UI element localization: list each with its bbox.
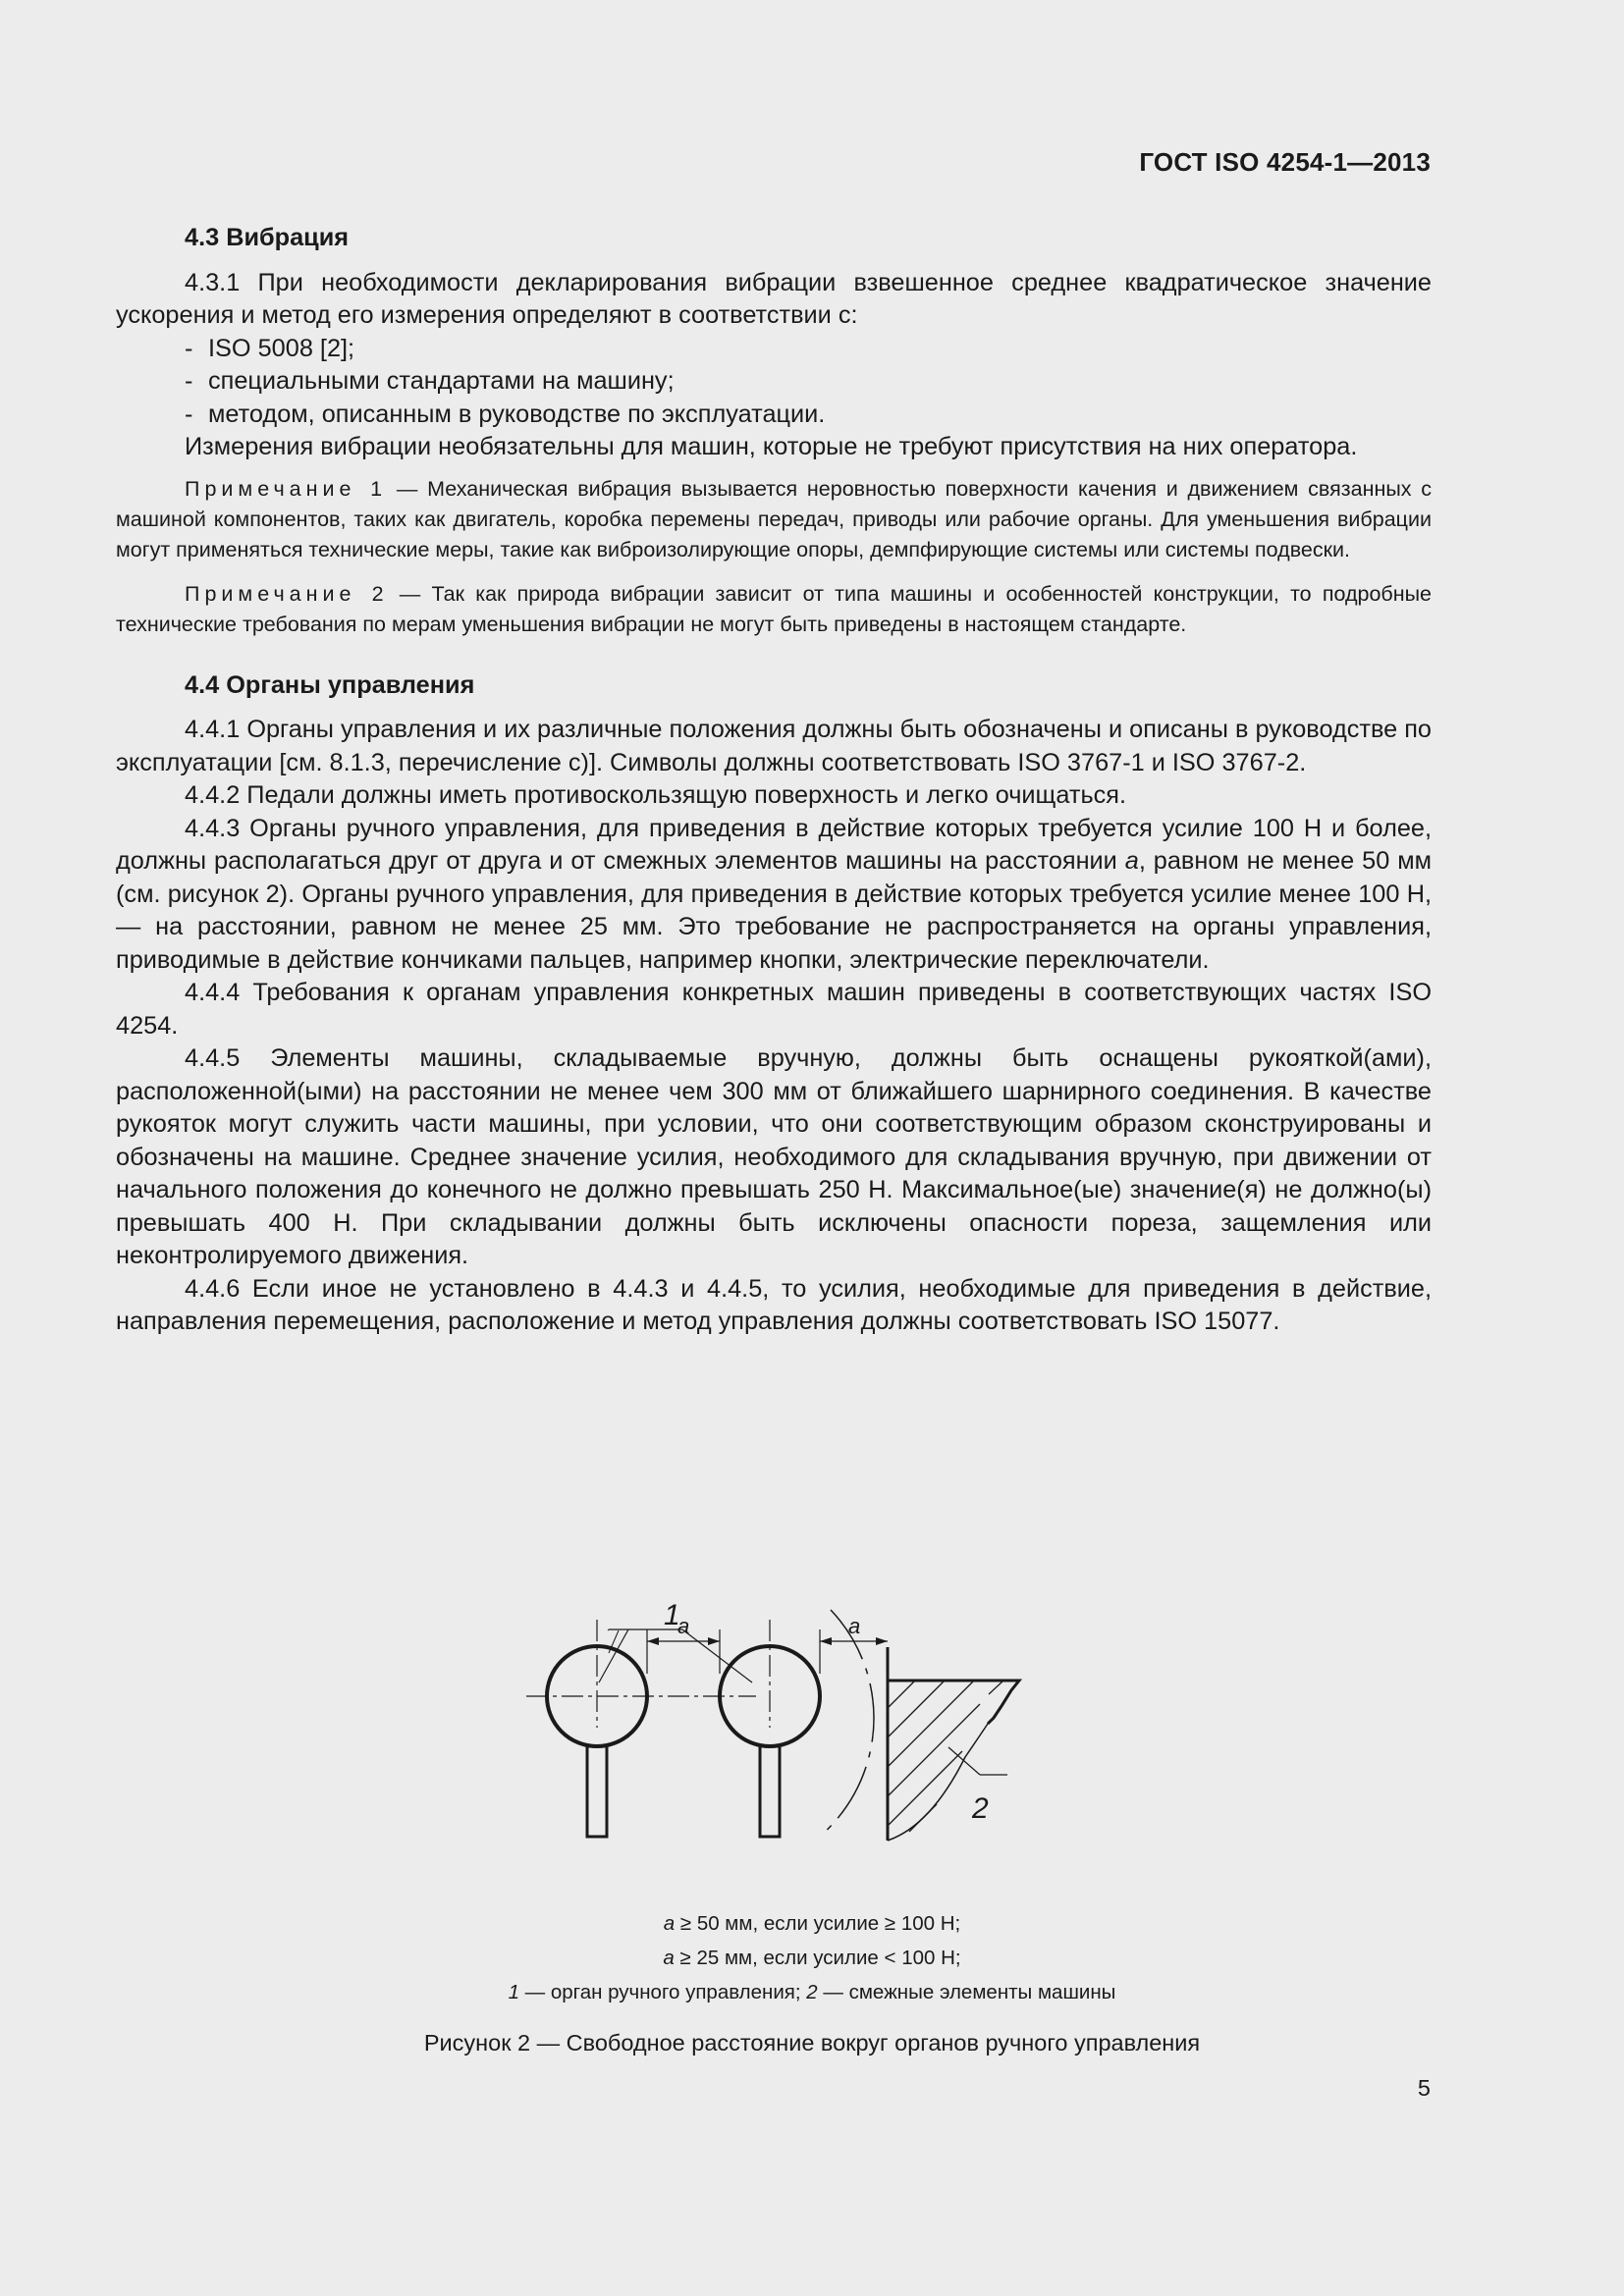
list-dash: - xyxy=(185,334,193,362)
paragraph-4-4-3 xyxy=(116,813,1432,978)
knob-shaft-left xyxy=(587,1746,607,1837)
paragraph-4-4-1: 4.4.1 Органы управления и их различные положения должны быть обозначены и описаны в руководстве по эксплуатации [см. 8.1.3, перечисление с)]. Символы должны соответствовать ISO 3767-1 и ISO 3767-2. xyxy=(116,716,1432,776)
figure-label-2: 2 xyxy=(972,1792,989,1825)
paragraph-vibration-optional: Измерения вибрации необязательны для машин, которые не требуют присутствия на них оператора. xyxy=(185,433,1358,460)
caption-line-1 xyxy=(0,1906,1624,1941)
note-text: — Механическая вибрация вызывается неровностью поверхности качения и движением связанных с машиной компонентов, таких как двигатель, коробка перемены передач, приводы или рабочие органы. Для уменьшения вибрации могут применяться технические меры, такие как виброизолирующие опоры, демпфирующие системы или системы подвески. xyxy=(116,476,1433,561)
list-item xyxy=(116,333,1432,366)
note-text: — Так как природа вибрации зависит от типа машины и особенностей конструкции, то подробные технические требования по мерам уменьшения вибрации не могут быть приведены в настоящем стандарте. xyxy=(116,581,1433,636)
list-item xyxy=(116,399,1432,432)
list-item-text: специальными стандартами на машину; xyxy=(208,367,675,395)
paragraph-4-4-6: 4.4.6 Если иное не установлено в 4.4.3 и 4.4.5, то усилия, необходимые для приведения в действие, направления перемещения, расположение и метод управления должны соответствовать ISO 15077. xyxy=(116,1274,1432,1335)
list-item-text: методом, описанным в руководстве по эксплуатации. xyxy=(208,400,826,428)
caption-line-2 xyxy=(0,1941,1624,1975)
list-dash: - xyxy=(185,367,193,395)
figure-2-diagram xyxy=(518,1600,1029,1885)
figure-label-a: a xyxy=(848,1614,861,1638)
document-header: ГОСТ ISO 4254-1—2013 xyxy=(1139,147,1431,177)
legend-num: 2 xyxy=(806,1981,818,2003)
figure-label-1: 1 xyxy=(664,1600,680,1631)
figure-caption-lines xyxy=(0,1906,1624,2009)
caption-legend xyxy=(0,1975,1624,2009)
text-run: , равном не менее 50 мм (см. рисунок 2). Органы ручного управления, для приведения в действие которых требуется усилие менее 100 Н, — на расстоянии, равном не менее 25 мм. Это требование не распространяется на органы управления, приводимые в действие кончиками пальцев, например кнопки, электрические переключатели. xyxy=(116,847,1432,974)
variable-a: а xyxy=(1124,847,1139,875)
caption-text: ≥ 50 мм, если усилие ≥ 100 Н; xyxy=(675,1912,961,1935)
legend-text: — смежные элементы машины xyxy=(817,1981,1116,2003)
note-2 xyxy=(116,579,1432,640)
section-heading-4-4: 4.4 Органы управления xyxy=(185,670,475,699)
note-label: Примечание 1 xyxy=(185,476,388,501)
caption-text: ≥ 25 мм, если усилие < 100 Н; xyxy=(674,1947,961,1969)
paragraph-4-4-2: 4.4.2 Педали должны иметь противоскользящую поверхность и легко очищаться. xyxy=(185,781,1126,809)
paragraph-4-3-1: 4.3.1 При необходимости декларирования вибрации взвешенное среднее квадратическое значение ускорения и метод его измерения определяют в соответствии с: xyxy=(116,268,1432,329)
list-dash: - xyxy=(185,400,193,428)
page-number: 5 xyxy=(1417,2075,1431,2101)
note-label: Примечание 2 xyxy=(185,581,389,606)
section-heading-4-3: 4.3 Вибрация xyxy=(185,224,350,251)
legend-num: 1 xyxy=(508,1981,519,2003)
figure-label-a: a xyxy=(677,1614,690,1638)
paragraph-4-4-4: 4.4.4 Требования к органам управления конкретных машин приведены в соответствующих частях ISO 4254. xyxy=(116,979,1432,1040)
caption-var: a xyxy=(663,1912,676,1935)
caption-var: a xyxy=(663,1947,675,1969)
list-item xyxy=(116,365,1432,399)
list-item-text: ISO 5008 [2]; xyxy=(208,334,355,362)
paragraph-4-4-5: 4.4.5 Элементы машины, складываемые вручную, должны быть оснащены рукояткой(ами), расположенной(ыми) на расстоянии не менее чем 300 мм от ближайшего шарнирного соединения. В качестве рукояток могут служить части машины, при условии, что они соответствующим образом сконструированы и обозначены на машине. Среднее значение усилия, необходимого для складывания вручную, при движении от начального положения до конечного не должно превышать 250 Н. Максимальное(ые) значение(я) не должно(ы) превышать 400 Н. При складывании должны быть исключены опасности пореза, защемления или неконтролируемого движения. xyxy=(116,1044,1432,1269)
note-1 xyxy=(116,474,1432,565)
text-run: 4.4.3 Органы ручного управления, для приведения в действие которых требуется усилие 100 Н и более, должны располагаться друг от друга и от смежных элементов машины на расстоянии xyxy=(116,814,1432,875)
knob-shaft-right xyxy=(760,1746,780,1837)
figure-title: Рисунок 2 — Свободное расстояние вокруг органов ручного управления xyxy=(423,2030,1201,2056)
legend-text: — орган ручного управления; xyxy=(518,1981,807,2003)
page-content xyxy=(116,222,1432,1339)
